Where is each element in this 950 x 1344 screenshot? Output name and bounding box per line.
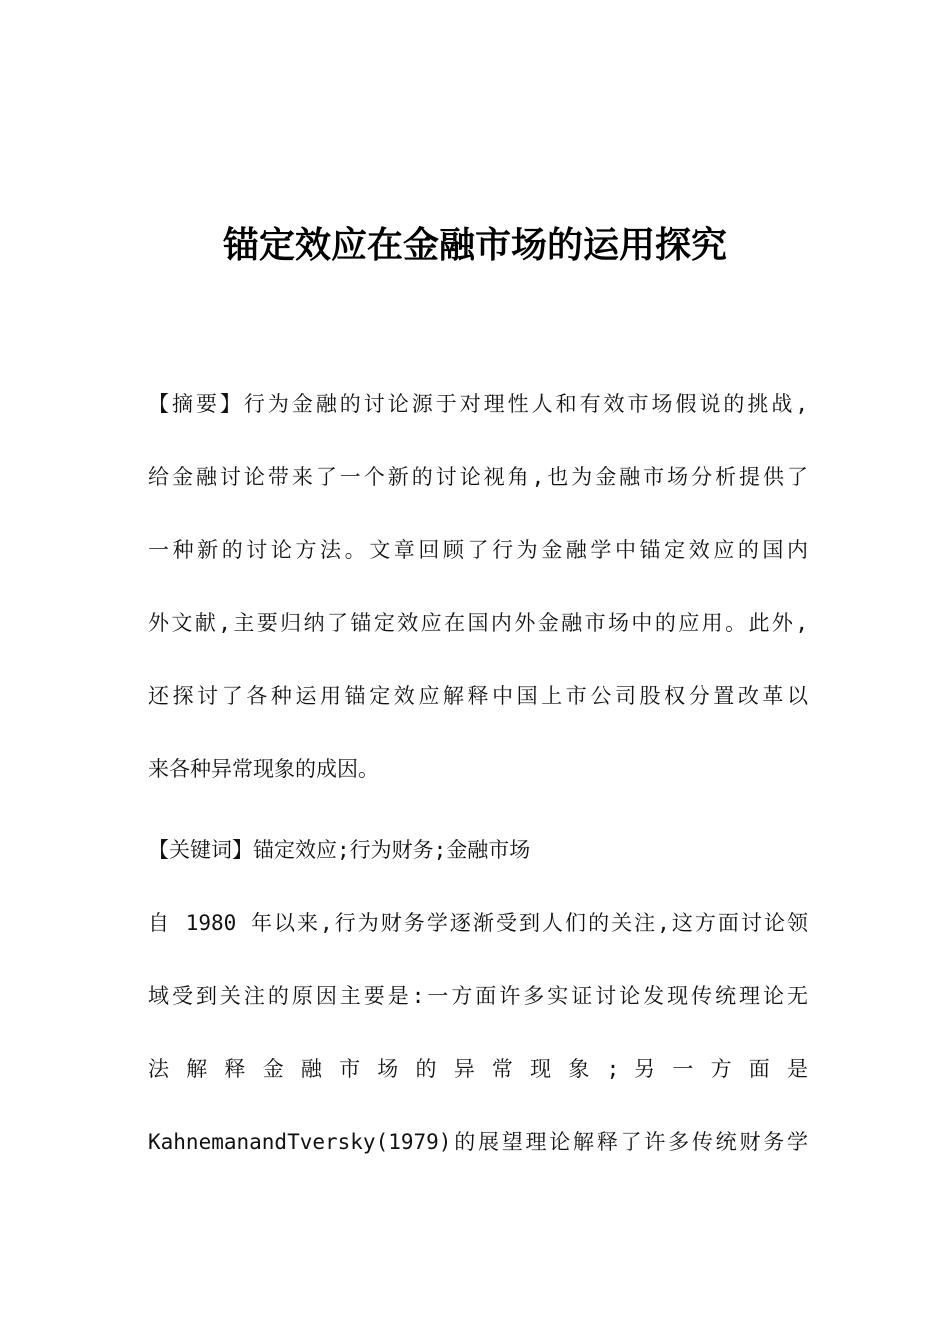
abstract-line: 外文献,主要归纳了锚定效应在国内外金融市场中的应用。此外, [148,611,808,635]
abstract-line: 【摘要】行为金融的讨论源于对理性人和有效市场假说的挑战, [148,392,808,416]
body-line: 域受到关注的原因主要是:一方面许多实证讨论发现传统理论无 [148,984,808,1008]
body-line: 自 1980 年以来,行为财务学逐渐受到人们的关注,这方面讨论领 [148,911,808,935]
abstract-line: 给金融讨论带来了一个新的讨论视角,也为金融市场分析提供了 [148,465,808,489]
body-line: 法 解 释 金 融 市 场 的 异 常 现 象 ; 另 一 方 面 是 [148,1057,808,1081]
keywords-line: 【关键词】锚定效应;行为财务;金融市场 [148,838,531,862]
abstract-line: 来各种异常现象的成因。 [148,757,379,781]
body-line: KahnemanandTversky(1979)的展望理论解释了许多传统财务学 [148,1130,808,1154]
page-title: 锚定效应在金融市场的运用探究 [222,225,727,266]
abstract-line: 一种新的讨论方法。文章回顾了行为金融学中锚定效应的国内 [148,538,808,562]
abstract-line: 还探讨了各种运用锚定效应解释中国上市公司股权分置改革以 [148,684,808,708]
